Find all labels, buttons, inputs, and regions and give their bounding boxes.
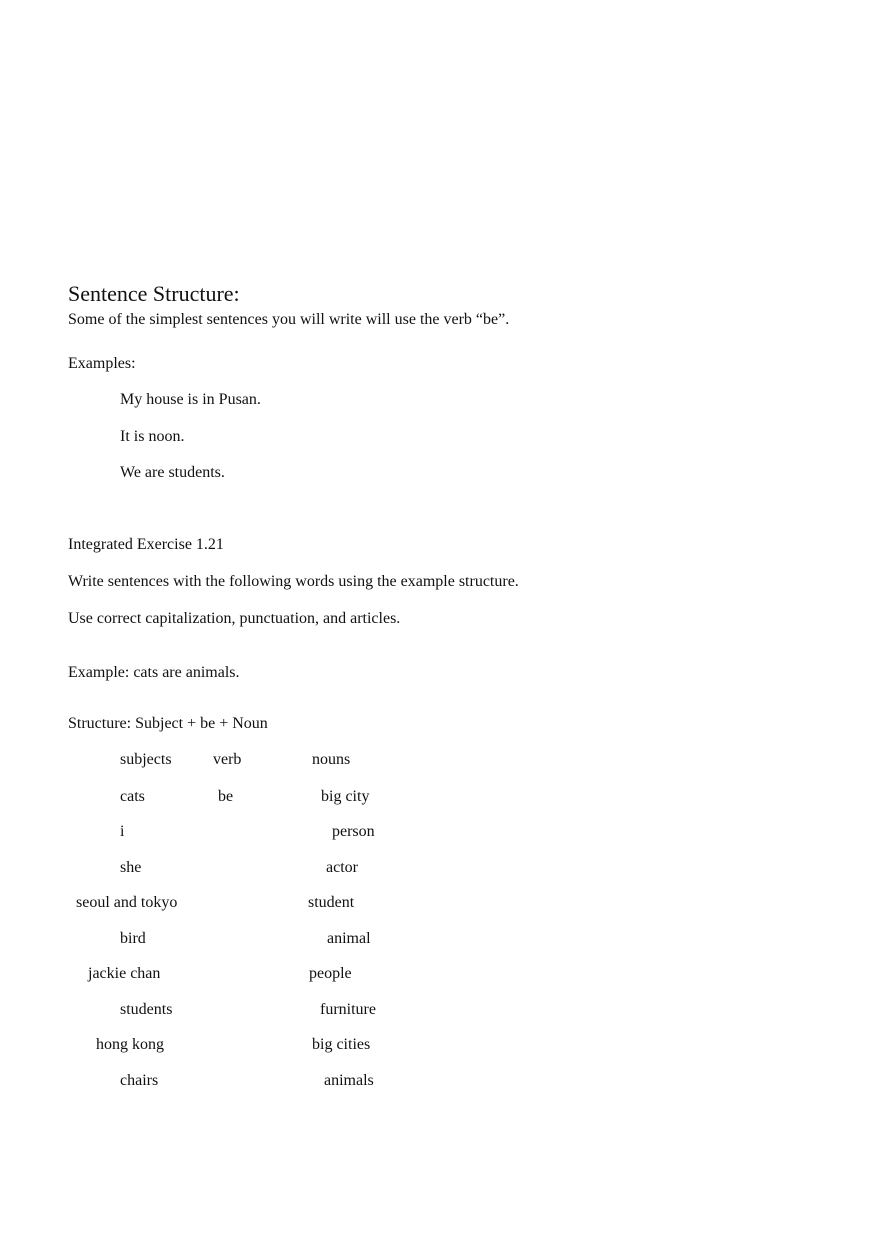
noun-cell: actor bbox=[326, 859, 358, 876]
structure-line: Structure: Subject + be + Noun bbox=[68, 715, 268, 732]
subject-cell: jackie chan bbox=[88, 965, 161, 982]
subject-cell: she bbox=[120, 859, 142, 876]
noun-cell: big city bbox=[321, 788, 370, 805]
example-sentence: It is noon. bbox=[120, 428, 185, 445]
exercise-title: Integrated Exercise 1.21 bbox=[68, 536, 224, 553]
noun-cell: student bbox=[308, 894, 355, 911]
subject-cell: seoul and tokyo bbox=[76, 894, 178, 911]
noun-cell: people bbox=[309, 965, 352, 982]
noun-cell: furniture bbox=[320, 1001, 376, 1018]
noun-cell: big cities bbox=[312, 1036, 371, 1053]
subject-cell: students bbox=[120, 1001, 173, 1018]
exercise-example: Example: cats are animals. bbox=[68, 664, 240, 681]
noun-cell: person bbox=[332, 823, 375, 840]
subject-cell: bird bbox=[120, 930, 146, 947]
page-title: Sentence Structure: bbox=[68, 281, 240, 306]
noun-cell: animals bbox=[324, 1072, 374, 1089]
example-sentence: My house is in Pusan. bbox=[120, 391, 261, 408]
subject-cell: cats bbox=[120, 788, 145, 805]
column-header-subjects: subjects bbox=[120, 751, 172, 768]
intro-text: Some of the simplest sentences you will write will use the verb “be”. bbox=[68, 311, 510, 328]
column-header-nouns: nouns bbox=[312, 751, 351, 768]
exercise-instruction: Use correct capitalization, punctuation, and articles. bbox=[68, 610, 401, 627]
example-sentence: We are students. bbox=[120, 464, 225, 481]
exercise-instruction: Write sentences with the following words using the example structure. bbox=[68, 573, 519, 590]
verb-cell: be bbox=[218, 788, 234, 805]
noun-cell: animal bbox=[327, 930, 371, 947]
subject-cell: hong kong bbox=[96, 1036, 164, 1053]
examples-label: Examples: bbox=[68, 355, 136, 372]
subject-cell: i bbox=[120, 823, 125, 840]
subject-cell: chairs bbox=[120, 1072, 159, 1089]
column-header-verb: verb bbox=[213, 751, 242, 768]
